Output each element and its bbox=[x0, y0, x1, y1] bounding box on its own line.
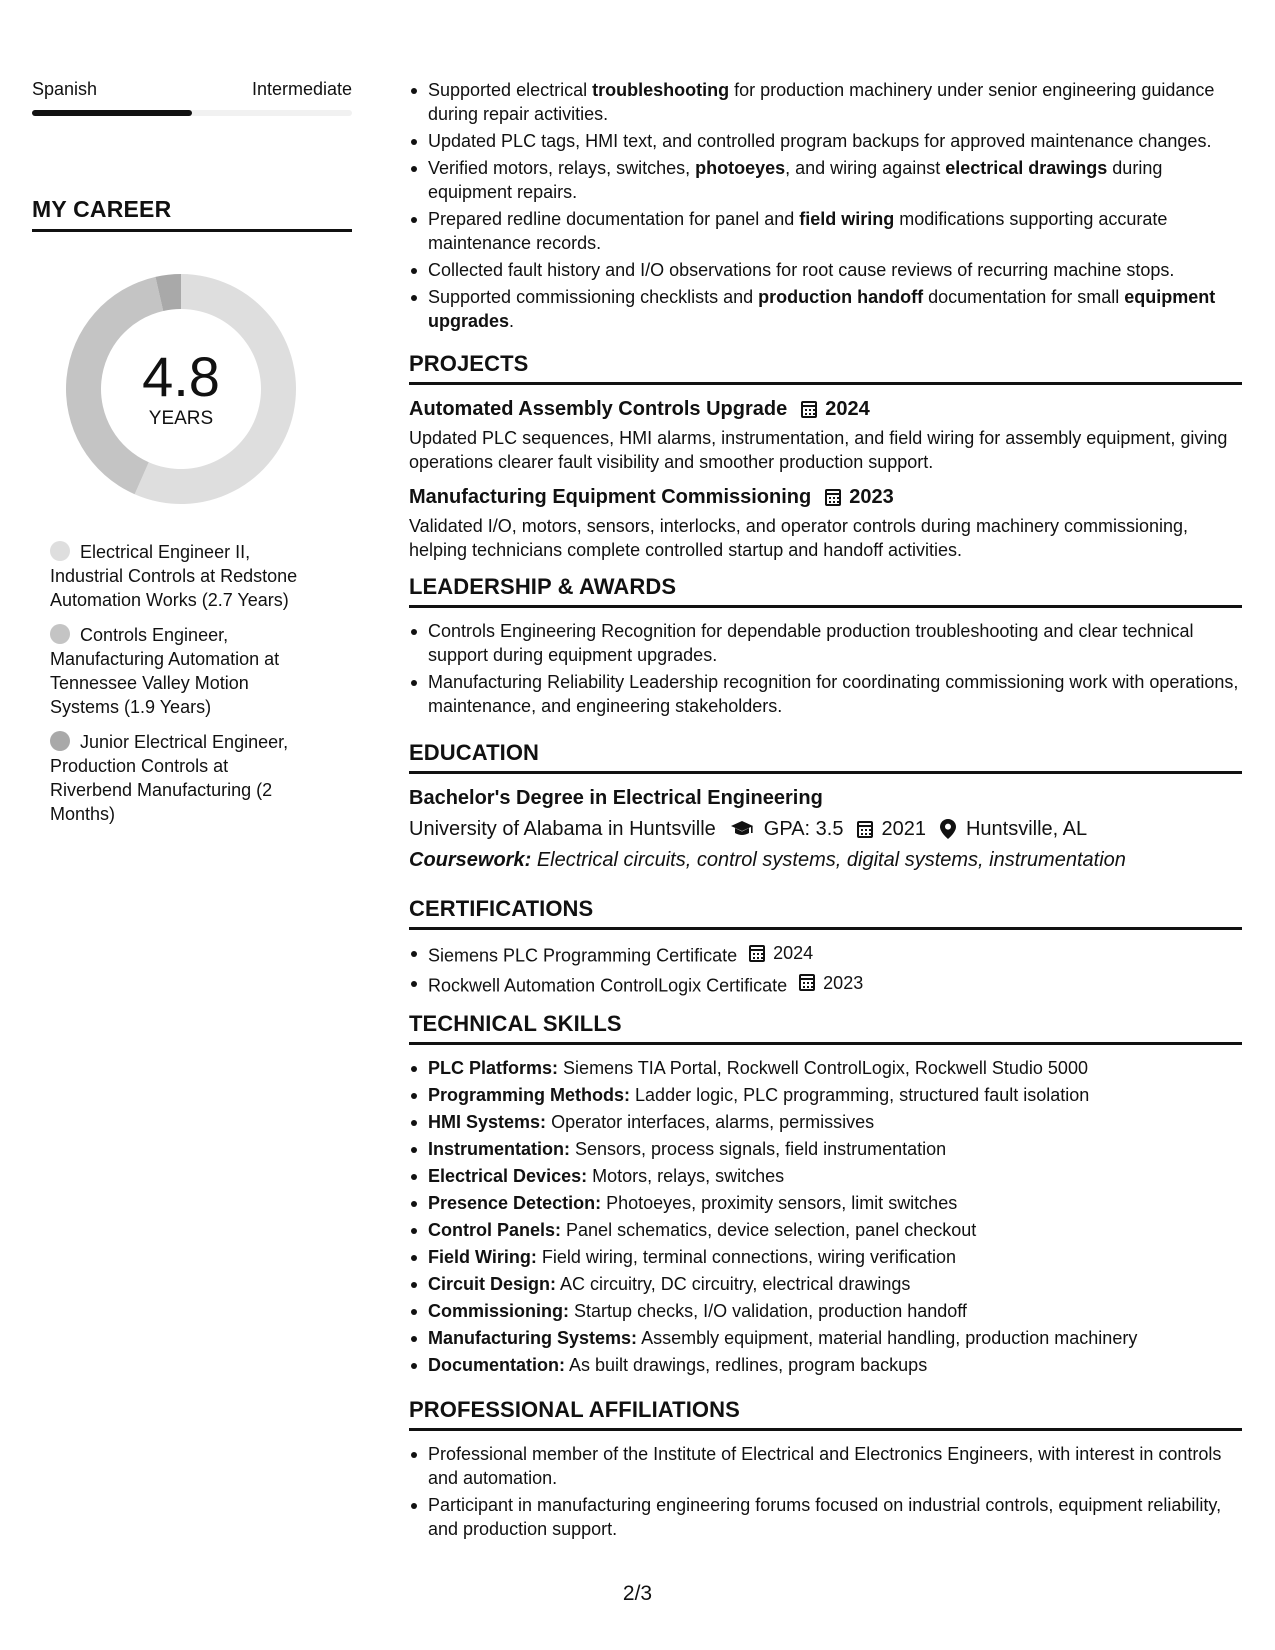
skill-item bbox=[409, 1326, 1242, 1350]
projects-list bbox=[409, 396, 1242, 562]
career-legend-label: Electrical Engineer II, Industrial Controls at Redstone Automation Works (2.7 Years) bbox=[50, 542, 298, 610]
experience-text: documentation for small bbox=[923, 287, 1125, 307]
experience-bullet bbox=[409, 207, 1242, 255]
skill-item bbox=[409, 1245, 1242, 1269]
skill-item bbox=[409, 1056, 1242, 1080]
skill-label: Manufacturing Systems: bbox=[428, 1328, 638, 1348]
experience-text: for production machinery under senior engineering guidance during repair activities. bbox=[428, 80, 1215, 124]
skill-label: Presence Detection: bbox=[428, 1193, 602, 1213]
career-legend-item bbox=[50, 730, 302, 826]
career-section-title: MY CAREER bbox=[32, 196, 352, 232]
career-legend-item bbox=[50, 540, 302, 612]
certifications-list bbox=[409, 941, 1242, 997]
skill-label: Programming Methods: bbox=[428, 1085, 631, 1105]
language-proficiency-fill bbox=[32, 110, 192, 116]
affiliations-title: PROFESSIONAL AFFILIATIONS bbox=[409, 1397, 1242, 1431]
certification-year: 2024 bbox=[773, 943, 814, 963]
education-year: 2021 bbox=[881, 818, 926, 840]
certification-date bbox=[799, 971, 863, 995]
skill-item bbox=[409, 1110, 1242, 1134]
project-year: 2024 bbox=[825, 398, 870, 420]
skill-item bbox=[409, 1272, 1242, 1296]
career-legend bbox=[32, 540, 302, 826]
language-proficiency-bar bbox=[32, 110, 352, 116]
certification-name: Rockwell Automation ControlLogix Certificate bbox=[428, 975, 788, 995]
project-description: Validated I/O, motors, sensors, interlocks, and operator controls during machinery commissioning, helping technicians complete controlled startup and handoff activities. bbox=[409, 516, 1189, 560]
experience-keyword: electrical drawings bbox=[945, 158, 1108, 178]
skill-value: Panel schematics, device selection, panel checkout bbox=[566, 1220, 977, 1240]
education-gpa: GPA: 3.5 bbox=[763, 818, 844, 840]
experience-bullet bbox=[409, 258, 1242, 282]
skill-label: PLC Platforms: bbox=[428, 1058, 559, 1078]
experience-keyword: production handoff bbox=[758, 287, 924, 307]
skill-item bbox=[409, 1164, 1242, 1188]
skills-list bbox=[409, 1056, 1242, 1377]
career-legend-item bbox=[50, 623, 302, 719]
experience-bullet bbox=[409, 156, 1242, 204]
skill-label: Documentation: bbox=[428, 1355, 565, 1375]
leadership-list bbox=[409, 619, 1242, 718]
affiliation-item: Participant in manufacturing engineering forums focused on industrial controls, equipment reliability, and production support. bbox=[409, 1493, 1242, 1541]
calendar-icon bbox=[801, 401, 817, 418]
skill-label: Commissioning: bbox=[428, 1301, 570, 1321]
certification-name: Siemens PLC Programming Certificate bbox=[428, 945, 738, 966]
project-heading bbox=[409, 484, 1242, 510]
project-name: Manufacturing Equipment Commissioning bbox=[409, 486, 812, 508]
experience-text: Updated PLC tags, HMI text, and controlled program backups for approved maintenance changes. bbox=[428, 131, 1212, 151]
skill-value: Siemens TIA Portal, Rockwell ControlLogix, Rockwell Studio 5000 bbox=[563, 1058, 1088, 1078]
language-level: Intermediate bbox=[251, 79, 352, 99]
skill-label: Electrical Devices: bbox=[428, 1166, 588, 1186]
experience-text: . bbox=[509, 311, 515, 331]
project-year: 2023 bbox=[849, 486, 894, 508]
skill-label: Instrumentation: bbox=[428, 1139, 570, 1159]
skills-title: TECHNICAL SKILLS bbox=[409, 1011, 1242, 1045]
skill-value: Sensors, process signals, field instrumentation bbox=[575, 1139, 947, 1159]
experience-bullet bbox=[409, 129, 1242, 153]
education-coursework bbox=[409, 846, 1242, 874]
skill-value: Photoeyes, proximity sensors, limit switches bbox=[606, 1193, 958, 1213]
experience-text: Supported electrical bbox=[428, 80, 593, 100]
skill-value: AC circuitry, DC circuitry, electrical drawings bbox=[560, 1274, 911, 1294]
skill-item bbox=[409, 1299, 1242, 1323]
skill-value: Motors, relays, switches bbox=[592, 1166, 785, 1186]
experience-keyword: field wiring bbox=[799, 209, 895, 229]
project-date bbox=[801, 396, 870, 422]
certifications-title: CERTIFICATIONS bbox=[409, 896, 1242, 930]
language-name: Spanish bbox=[32, 79, 98, 99]
legend-dot-icon bbox=[50, 541, 70, 561]
career-legend-label: Junior Electrical Engineer, Production Controls at Riverbend Manufacturing (2 Months) bbox=[50, 732, 289, 824]
experience-text: Prepared redline documentation for panel and bbox=[428, 209, 800, 229]
skill-item bbox=[409, 1353, 1242, 1377]
skill-value: Field wiring, terminal connections, wiring verification bbox=[541, 1247, 957, 1267]
experience-bullet bbox=[409, 285, 1242, 333]
coursework-text: Electrical circuits, control systems, digital systems, instrumentation bbox=[536, 849, 1126, 871]
education-title: EDUCATION bbox=[409, 740, 1242, 774]
education-location: Huntsville, AL bbox=[965, 818, 1088, 840]
experience-text: modifications supporting accurate maintenance records. bbox=[428, 209, 1168, 253]
career-legend-label: Controls Engineer, Manufacturing Automation at Tennessee Valley Motion Systems (1.9 Years) bbox=[50, 625, 280, 717]
skill-value: Assembly equipment, material handling, production machinery bbox=[641, 1328, 1138, 1348]
experience-keyword: photoeyes bbox=[695, 158, 786, 178]
certification-date bbox=[749, 941, 813, 965]
legend-dot-icon bbox=[50, 624, 70, 644]
skill-label: Circuit Design: bbox=[428, 1274, 557, 1294]
experience-keyword: troubleshooting bbox=[592, 80, 730, 100]
language-row bbox=[32, 78, 352, 100]
leadership-title: LEADERSHIP & AWARDS bbox=[409, 574, 1242, 608]
certification-year: 2023 bbox=[823, 972, 864, 993]
education-school: University of Alabama in Huntsville bbox=[409, 818, 716, 840]
location-pin-icon bbox=[940, 819, 956, 839]
projects-title: PROJECTS bbox=[409, 351, 1242, 385]
left-column bbox=[32, 78, 352, 837]
legend-dot-icon bbox=[50, 731, 70, 751]
coursework-label: Coursework: bbox=[409, 849, 532, 871]
experience-text: , and wiring against bbox=[785, 158, 946, 178]
skill-value: Operator interfaces, alarms, permissives bbox=[551, 1112, 875, 1132]
certification-item bbox=[409, 971, 1242, 998]
career-donut-chart bbox=[66, 274, 296, 504]
career-total-years: 4.8 bbox=[142, 345, 220, 408]
leadership-item: Controls Engineering Recognition for dependable production troubleshooting and clear technical support during equipment upgrades. bbox=[409, 619, 1242, 667]
donut-center bbox=[66, 274, 296, 504]
experience-keyword: equipment upgrades bbox=[428, 287, 1216, 331]
skill-label: Control Panels: bbox=[428, 1220, 562, 1240]
affiliation-item: Professional member of the Institute of Electrical and Electronics Engineers, with interest in controls and automation. bbox=[409, 1442, 1242, 1490]
graduation-cap-icon bbox=[730, 820, 754, 838]
skill-label: Field Wiring: bbox=[428, 1247, 537, 1267]
experience-bullet-list bbox=[409, 78, 1242, 333]
experience-text: during equipment repairs. bbox=[428, 158, 1163, 202]
calendar-icon bbox=[825, 489, 841, 506]
skill-item bbox=[409, 1191, 1242, 1215]
skill-value: Ladder logic, PLC programming, structured fault isolation bbox=[635, 1085, 1090, 1105]
career-total-unit: YEARS bbox=[148, 408, 214, 429]
project-description: Updated PLC sequences, HMI alarms, instrumentation, and field wiring for assembly equipment, giving operations clearer fault visibility and smoother production support. bbox=[409, 428, 1228, 472]
experience-bullet bbox=[409, 78, 1242, 126]
page-number: 2/3 bbox=[622, 1582, 653, 1605]
skill-label: HMI Systems: bbox=[428, 1112, 547, 1132]
calendar-icon bbox=[799, 974, 815, 991]
education-degree: Bachelor's Degree in Electrical Engineering bbox=[409, 787, 823, 809]
calendar-icon bbox=[857, 821, 873, 838]
project-heading bbox=[409, 396, 1242, 422]
skill-value: As built drawings, redlines, program backups bbox=[569, 1355, 928, 1375]
certification-item bbox=[409, 941, 1242, 968]
experience-text: Supported commissioning checklists and bbox=[428, 287, 759, 307]
leadership-item: Manufacturing Reliability Leadership recognition for coordinating commissioning work with operations, maintenance, and engineering stakeholders. bbox=[409, 670, 1242, 718]
project-date bbox=[825, 484, 894, 510]
skill-item bbox=[409, 1083, 1242, 1107]
skill-value: Startup checks, I/O validation, production handoff bbox=[574, 1301, 967, 1321]
right-column bbox=[409, 78, 1242, 1544]
skill-item bbox=[409, 1137, 1242, 1161]
project-name: Automated Assembly Controls Upgrade bbox=[409, 398, 788, 420]
education-details bbox=[409, 815, 1242, 843]
skill-item bbox=[409, 1218, 1242, 1242]
calendar-icon bbox=[749, 945, 765, 962]
affiliations-list bbox=[409, 1442, 1242, 1541]
experience-text: Verified motors, relays, switches, bbox=[428, 158, 696, 178]
experience-text: Collected fault history and I/O observations for root cause reviews of recurring machine stops. bbox=[428, 260, 1175, 280]
